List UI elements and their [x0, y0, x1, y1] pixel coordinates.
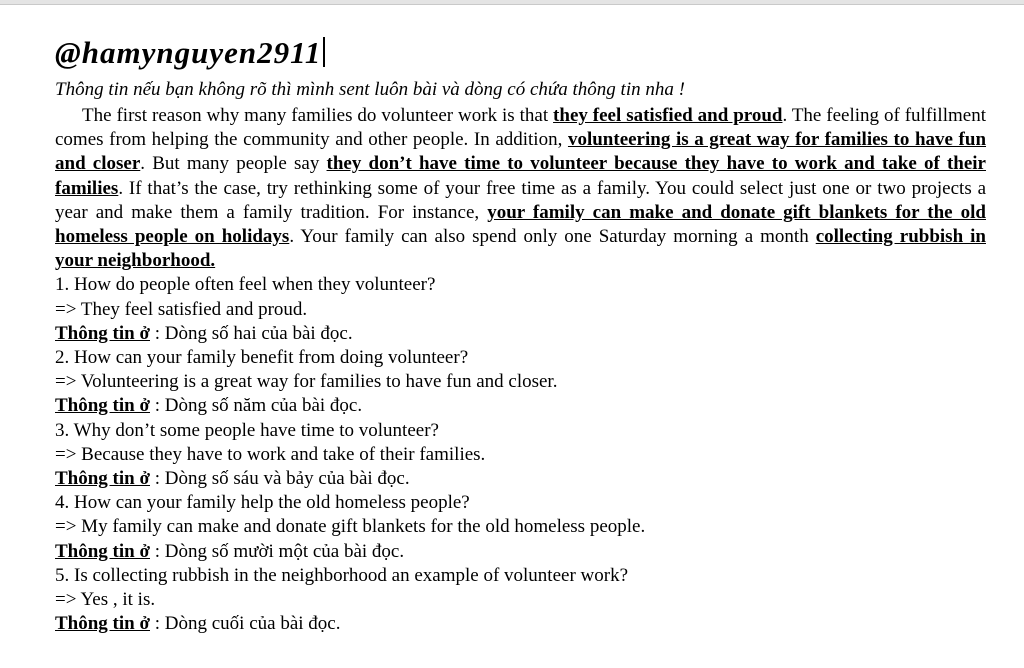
question-line-5: 5. Is collecting rubbish in the neighborhood an example of volunteer work?	[55, 564, 629, 586]
info-label: Thông tin ở	[55, 468, 150, 490]
question-line-4: 4. How can your family help the old homeless people?	[55, 492, 470, 514]
question-line-1: 1. How do people often feel when they volunteer?	[55, 274, 436, 296]
info-line-2	[55, 394, 986, 418]
info-label: Thông tin ở	[55, 395, 150, 417]
answer-line-3: => Because they have to work and take of their families.	[55, 443, 486, 465]
info-line-3	[55, 467, 986, 491]
info-text: : Dòng số sáu và bảy của bài đọc.	[150, 468, 410, 490]
info-line-4	[55, 540, 986, 564]
answer-line-2: => Volunteering is a great way for families to have fun and closer.	[55, 371, 558, 393]
passage-text: The first reason why many families do volunteer work is that	[82, 105, 554, 126]
info-text: : Dòng số mười một của bài đọc.	[150, 540, 405, 562]
answer-line-5: => Yes , it is.	[55, 589, 156, 611]
passage-key-phrase: collecting rubbish in your neighborhood.	[55, 226, 986, 272]
qa-list	[55, 273, 986, 636]
author-handle-text: @hamynguyen2911	[55, 35, 322, 70]
question-line-3: 3. Why don’t some people have time to volunteer?	[55, 419, 439, 441]
info-label: Thông tin ở	[55, 540, 150, 562]
info-text: : Dòng số năm của bài đọc.	[150, 395, 363, 417]
passage-text: . The feeling of fulfillment comes from helping the community and other people. In addition,	[55, 105, 986, 151]
author-handle	[55, 35, 986, 71]
info-text: : Dòng số hai của bài đọc.	[150, 322, 353, 344]
passage-text: . But many people say	[140, 153, 327, 175]
answer-line-1: => They feel satisfied and proud.	[55, 298, 308, 320]
info-text: : Dòng cuối của bài đọc.	[150, 613, 341, 635]
info-label: Thông tin ở	[55, 322, 150, 344]
passage-text: . If that’s the case, try rethinking some of your free time as a family. You could select just one or two projects a year and make them a family tradition. For instance,	[55, 177, 986, 223]
note-line: Thông tin nếu bạn không rõ thì mình sent luôn bài và dòng có chứa thông tin nha !	[55, 79, 685, 100]
reading-passage	[55, 104, 986, 273]
document-content[interactable]	[0, 5, 1024, 636]
info-line-5	[55, 612, 986, 636]
info-label: Thông tin ở	[55, 613, 150, 635]
passage-key-phrase: volunteering is a great way for families to have fun and closer	[55, 129, 987, 175]
text-cursor	[323, 37, 325, 67]
passage-key-phrase: they don’t have time to volunteer because they have to work and take of their families	[55, 153, 986, 199]
passage-key-phrase: they feel satisfied and proud	[553, 105, 783, 126]
question-line-2: 2. How can your family benefit from doing volunteer?	[55, 347, 469, 369]
passage-text: . Your family can also spend only one Saturday morning a month	[289, 226, 816, 248]
info-line-1	[55, 322, 986, 346]
passage-key-phrase: your family can make and donate gift blankets for the old homeless people on holidays	[55, 201, 987, 248]
answer-line-4: => My family can make and donate gift blankets for the old homeless people.	[55, 516, 646, 538]
